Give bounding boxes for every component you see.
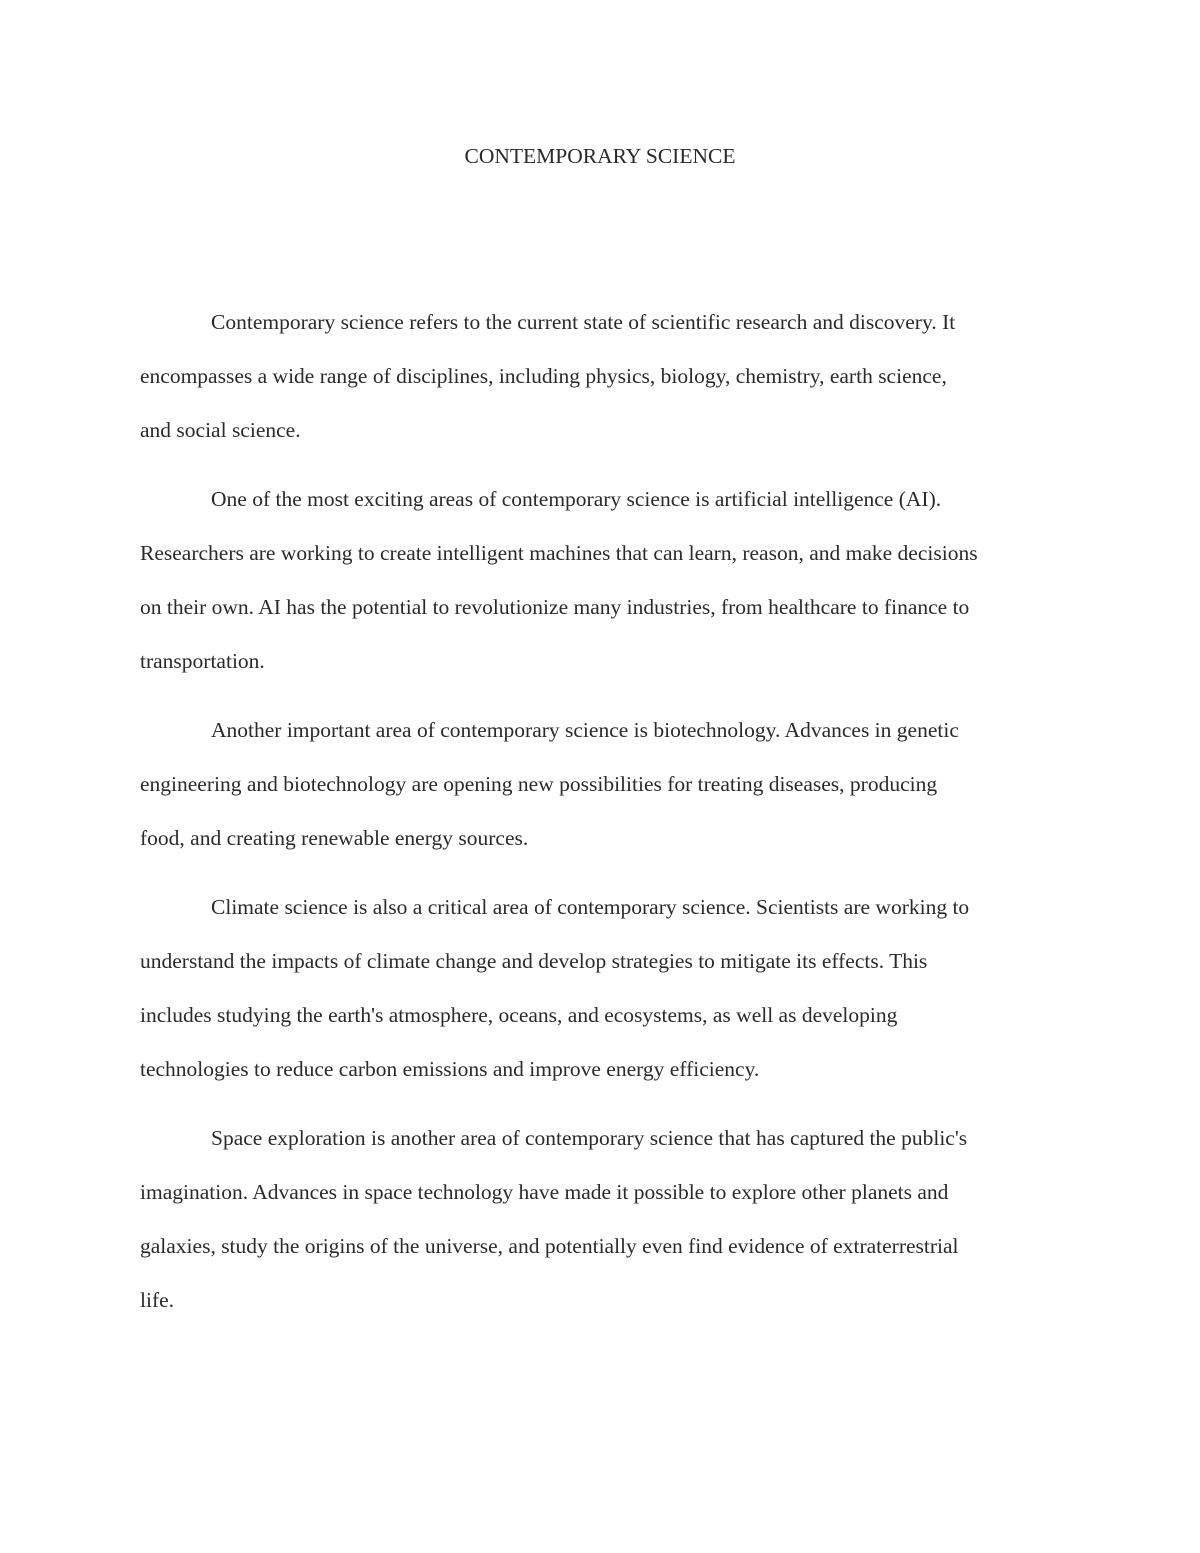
paragraph-line: engineering and biotechnology are opening new possibilities for treating diseases, producing	[140, 772, 938, 796]
paragraph-line: Contemporary science refers to the current state of scientific research and discovery. It	[211, 310, 956, 334]
paragraph-line: One of the most exciting areas of contemporary science is artificial intelligence (AI).	[211, 487, 942, 511]
paragraph-line: imagination. Advances in space technology have made it possible to explore other planets and	[140, 1180, 949, 1204]
paragraph-3	[140, 703, 1060, 865]
paragraph-line: and social science.	[140, 418, 301, 442]
document-title: CONTEMPORARY SCIENCE	[464, 144, 736, 168]
paragraph-line: Climate science is also a critical area of contemporary science. Scientists are working to	[211, 895, 970, 919]
paragraph-line: Researchers are working to create intelligent machines that can learn, reason, and make decisions	[140, 541, 978, 565]
paragraph-line: on their own. AI has the potential to revolutionize many industries, from healthcare to finance to	[140, 595, 970, 619]
paragraph-line: life.	[140, 1288, 175, 1312]
paragraph-line: includes studying the earth's atmosphere, oceans, and ecosystems, as well as developing	[140, 1003, 898, 1027]
paragraph-line: Another important area of contemporary science is biotechnology. Advances in genetic	[211, 718, 959, 742]
document-body	[140, 295, 1060, 1327]
paragraph-line: encompasses a wide range of disciplines, including physics, biology, chemistry, earth science,	[140, 364, 947, 388]
paragraph-2	[140, 472, 1060, 688]
paragraph-line: technologies to reduce carbon emissions and improve energy efficiency.	[140, 1057, 760, 1081]
paragraph-line: Space exploration is another area of contemporary science that has captured the public's	[211, 1126, 968, 1150]
paragraph-5	[140, 1111, 1060, 1327]
paragraph-line: understand the impacts of climate change and develop strategies to mitigate its effects. This	[140, 949, 928, 973]
paragraph-4	[140, 880, 1060, 1096]
paragraph-1	[140, 295, 1060, 457]
paragraph-line: galaxies, study the origins of the universe, and potentially even find evidence of extraterrestrial	[140, 1234, 959, 1258]
paragraph-line: food, and creating renewable energy sources.	[140, 826, 529, 850]
paragraph-line: transportation.	[140, 649, 265, 673]
